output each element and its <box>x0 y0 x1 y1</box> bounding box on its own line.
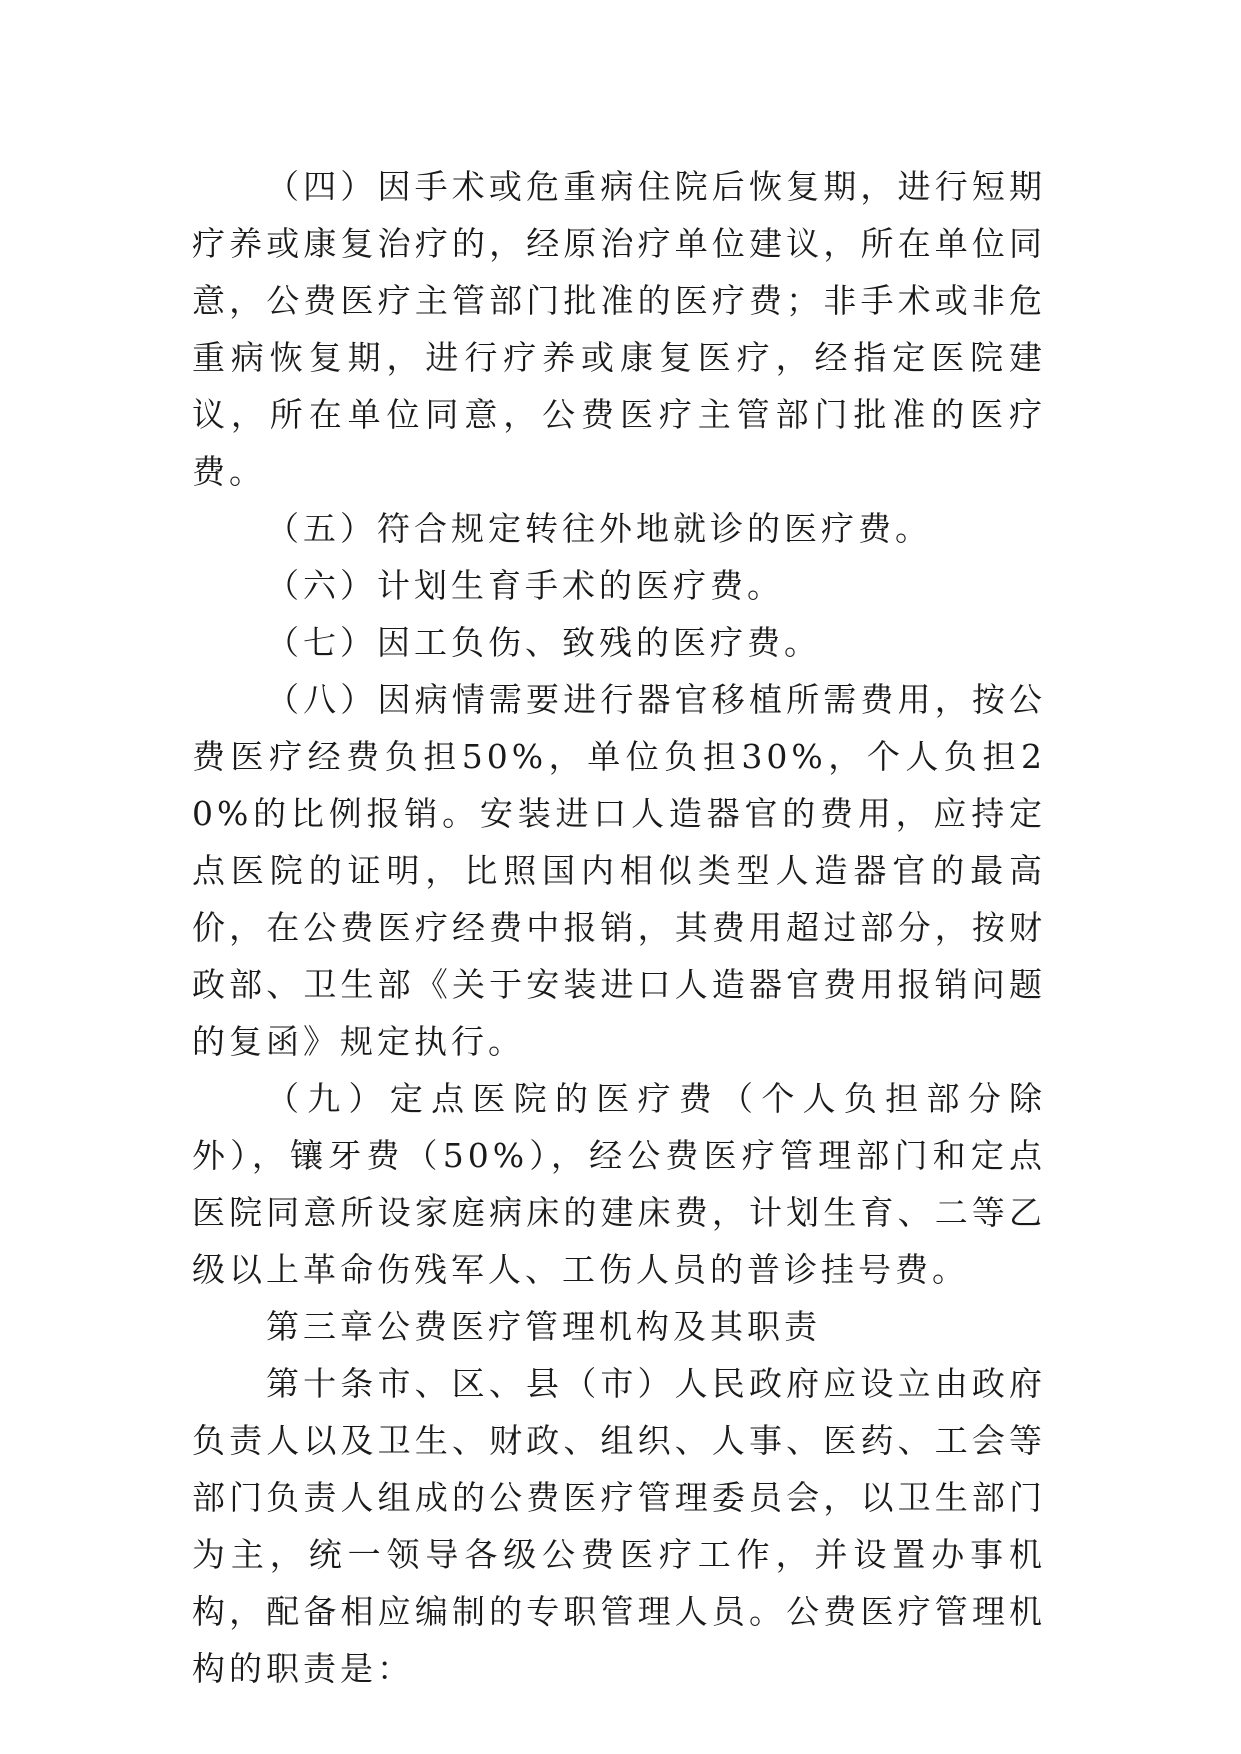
paragraph-item-5: （五）符合规定转往外地就诊的医疗费。 <box>266 509 932 548</box>
paragraph-item-8: （八）因病情需要进行器官移植所需费用，按公费医疗经费负担50%，单位负担30%，个人负担20%的比例报销。安装进口人造器官的费用，应持定点医院的证明，比照国内相似类型人造器官的最高价，在公费医疗经费中报销，其费用超过部分，按财政部、卫生部《关于安装进口人造器官费用报销问题的复函》规定执行。 <box>192 680 1046 1061</box>
chapter-heading: 第三章公费医疗管理机构及其职责 <box>266 1307 821 1346</box>
paragraph-item-4: （四）因手术或危重病住院后恢复期，进行短期疗养或康复治疗的，经原治疗单位建议，所在单位同意，公费医疗主管部门批准的医疗费；非手术或非危重病恢复期，进行疗养或康复医疗，经指定医院建议，所在单位同意，公费医疗主管部门批准的医疗费。 <box>192 167 1046 491</box>
paragraph-item-9: （九）定点医院的医疗费（个人负担部分除外），镶牙费（50%），经公费医疗管理部门和定点医院同意所设家庭病床的建床费，计划生育、二等乙级以上革命伤残军人、工伤人员的普诊挂号费。 <box>192 1079 1046 1289</box>
document-body <box>192 158 1046 1697</box>
paragraph-item-6: （六）计划生育手术的医疗费。 <box>266 566 784 605</box>
article-10: 第十条市、区、县（市）人民政府应设立由政府负责人以及卫生、财政、组织、人事、医药、工会等部门负责人组成的公费医疗管理委员会，以卫生部门为主，统一领导各级公费医疗工作，并设置办事机构，配备相应编制的专职管理人员。公费医疗管理机构的职责是： <box>192 1364 1046 1688</box>
paragraph-item-7: （七）因工负伤、致残的医疗费。 <box>266 623 821 662</box>
